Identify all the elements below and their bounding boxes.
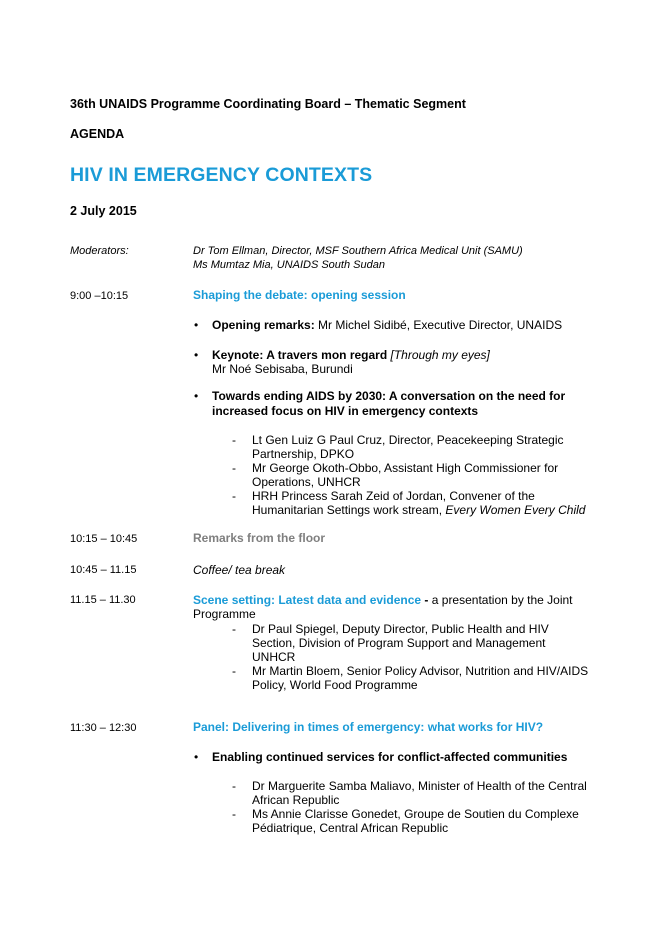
meeting-date: 2 July 2015 <box>70 204 137 218</box>
session-title <box>193 593 573 607</box>
speaker-line: Operations, UNHCR <box>252 475 361 489</box>
session-title-text: Scene setting: Latest data and evidence <box>193 593 422 607</box>
speaker-line: HRH Princess Sarah Zeid of Jordan, Convener of the <box>252 489 535 503</box>
dash-glyph: - <box>232 461 236 475</box>
speaker-line: Mr Martin Bloem, Senior Policy Advisor, Nutrition and HIV/AIDS <box>252 664 589 678</box>
item-text: Mr Michel Sidibé, Executive Director, UNAIDS <box>314 318 563 332</box>
tail-text: a presentation by the Joint <box>428 593 573 607</box>
dash-glyph: - <box>232 664 236 678</box>
session-time: 9:00 –10:15 <box>70 290 129 302</box>
agenda-item-keynote <box>212 348 490 363</box>
speaker-line: Lt Gen Luiz G Paul Cruz, Director, Peacekeeping Strategic <box>252 433 564 447</box>
bullet-glyph: • <box>194 318 199 332</box>
session-time: 11.15 – 11.30 <box>70 594 136 606</box>
moderators-label: Moderators: <box>70 245 129 257</box>
speaker-line: Pédiatrique, Central African Republic <box>252 821 449 835</box>
agenda-label: AGENDA <box>70 127 125 141</box>
session-time: 10:45 – 11.15 <box>70 564 137 576</box>
session-time: 10:15 – 10:45 <box>70 533 138 545</box>
speaker-line: UNHCR <box>252 650 296 664</box>
board-heading: 36th UNAIDS Programme Coordinating Board – Thematic Segment <box>70 97 466 111</box>
speaker-italic: Every Women Every Child <box>445 503 586 517</box>
speaker-line: Partnership, DPKO <box>252 447 355 461</box>
bullet-glyph: • <box>194 750 199 764</box>
dash-glyph: - <box>232 807 236 821</box>
speaker-line: Ms Annie Clarisse Gonedet, Groupe de Soutien du Complexe <box>252 807 579 821</box>
dash-glyph: - <box>232 489 236 503</box>
bullet-glyph: • <box>194 389 199 403</box>
speaker-line: Dr Paul Spiegel, Deputy Director, Public Health and HIV <box>252 622 549 636</box>
speaker-line: Policy, World Food Programme <box>252 678 418 692</box>
dash-glyph: - <box>232 779 236 793</box>
agenda-item-conversation-line2: increased focus on HIV in emergency contexts <box>212 404 479 418</box>
speaker-line: African Republic <box>252 793 340 807</box>
speaker-line: Section, Division of Program Support and Management <box>252 636 546 650</box>
session-title: Shaping the debate: opening session <box>193 288 406 302</box>
session-title-line2: Programme <box>193 607 256 621</box>
page-title: HIV IN EMERGENCY CONTEXTS <box>70 164 373 186</box>
agenda-item-opening-remarks <box>212 318 562 333</box>
session-title-tail <box>421 593 572 607</box>
agenda-item-continued-services: Enabling continued services for conflict-affected communities <box>212 750 568 764</box>
agenda-item-conversation-line1: Towards ending AIDS by 2030: A conversation on the need for <box>212 389 566 403</box>
speaker-line <box>252 503 585 518</box>
session-title: Remarks from the floor <box>193 531 326 545</box>
session-time: 11:30 – 12:30 <box>70 722 137 734</box>
tail-dash: - <box>421 593 429 607</box>
item-italic: [Through my eyes] <box>387 348 490 362</box>
dash-glyph: - <box>232 433 236 447</box>
item-bold: Opening remarks: <box>212 318 315 332</box>
keynote-speaker: Mr Noé Sebisaba, Burundi <box>212 362 353 376</box>
item-bold: Keynote: A travers mon regard <box>212 348 388 362</box>
bullet-glyph: • <box>194 348 199 362</box>
session-title: Panel: Delivering in times of emergency: what works for HIV? <box>193 720 544 734</box>
session-title: Coffee/ tea break <box>193 563 286 577</box>
dash-glyph: - <box>232 622 236 636</box>
moderator-2: Ms Mumtaz Mia, UNAIDS South Sudan <box>193 259 385 271</box>
speaker-line: Dr Marguerite Samba Maliavo, Minister of Health of the Central <box>252 779 587 793</box>
speaker-text: Humanitarian Settings work stream, <box>252 503 446 517</box>
speaker-line: Mr George Okoth-Obbo, Assistant High Commissioner for <box>252 461 559 475</box>
moderator-1: Dr Tom Ellman, Director, MSF Southern Africa Medical Unit (SAMU) <box>193 245 523 257</box>
